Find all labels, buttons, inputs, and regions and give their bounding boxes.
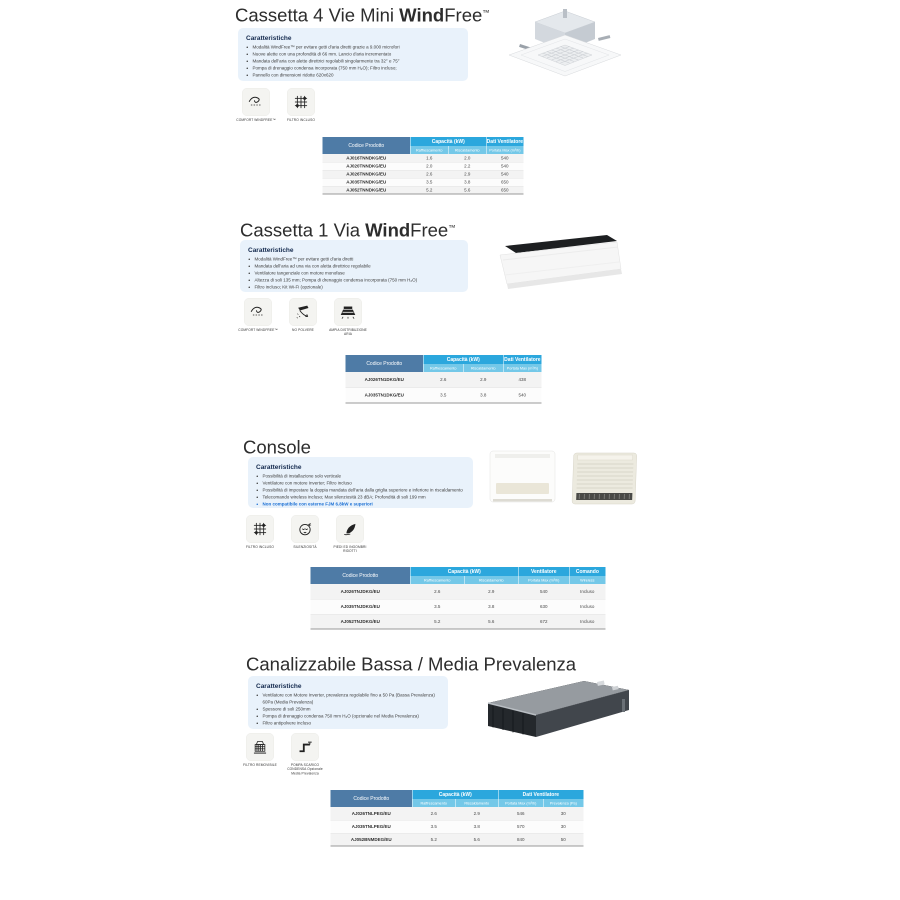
airflow-value: 540 [518, 584, 569, 599]
icon-label: NO POLVERE [292, 328, 314, 332]
feature-item: • Pompa di drenaggio condensa 750 mm H₂O (opzionale nel Media Prevalenza) [263, 713, 441, 720]
features-box-4 [248, 676, 448, 729]
heating-value: 2.0 [448, 154, 486, 162]
cooling-value: 5.2 [410, 186, 448, 194]
icon-label: FILTRO REMOVIBILE [243, 763, 277, 767]
product-code: AJ035TNLPEG/EU [330, 820, 412, 833]
cooling-value: 3.5 [410, 599, 464, 614]
table-row [345, 388, 541, 404]
trademark: ™ [482, 8, 490, 17]
feature-item: • Spessore di soli 250mm [263, 706, 441, 713]
icon-label: AMPIA DISTRIBUZIONE ARIA [329, 328, 367, 337]
cooling-value: 3.5 [423, 388, 463, 404]
brand-bold: Wind [365, 220, 411, 241]
title-text: Cassetta 4 Vie Mini [235, 5, 400, 26]
cooling-value: 2.0 [410, 162, 448, 170]
feature-item: • Nuove alette con una profondità di 66 mm. Lancio d'aria incrementato [253, 51, 461, 58]
product-image-cassetta-4-vie [500, 7, 630, 107]
feature-item: • Ventilatore tangenziale con motore monofase [255, 270, 461, 277]
feature-icons-row-2 [237, 298, 369, 337]
airflow-value: 630 [518, 599, 569, 614]
product-code: AJ035TNJDKG/EU [310, 599, 410, 614]
product-code: AJ052BNMDEG/EU [330, 833, 412, 846]
heating-value: 2.2 [448, 162, 486, 170]
title-text: Cassetta 1 Via [240, 220, 366, 241]
product-image-canalizzabile [478, 670, 643, 745]
silenziosita-icon [291, 515, 319, 543]
table-row [310, 584, 605, 599]
feature-icon-tile [235, 88, 277, 123]
spec-table-console [310, 567, 605, 630]
product-code: AJ026TNLPEG/EU [330, 807, 412, 820]
col-group-fan: Ventilatore [518, 567, 569, 576]
spec-table-canalizzabile [330, 790, 583, 847]
cooling-value: 2.6 [423, 372, 463, 388]
airflow-value: 840 [498, 833, 543, 846]
feature-icon-tile [237, 298, 279, 337]
features-box-1 [238, 28, 468, 81]
col-header-heating: Riscaldamento [448, 146, 486, 154]
feature-item: • Modalità WindFree™ per evitare getti d'aria diretti grazie a 9.000 microfori [253, 44, 461, 51]
feature-item: • Ventilatore con Motore Inverter, prevalenza regolabile fino a 50 Pa (Bassa Prevalenza) 60Pa (Media Prevalenza) [263, 692, 441, 706]
title-text: Console [243, 437, 311, 458]
col-group-control: Comando [569, 567, 605, 576]
table-row [310, 599, 605, 614]
feature-item: • Possibilità di impostare la doppia mandata dell'aria dalla griglia superiore e inferiore in riscaldamento [263, 487, 466, 494]
airflow-value: 540 [486, 162, 523, 170]
pressure-value: 50 [543, 833, 583, 846]
airflow-value: 438 [503, 372, 541, 388]
product-code: AJ052TNJDKG/EU [310, 614, 410, 629]
features-heading: Caratteristiche [256, 463, 302, 471]
feature-item: • Pompa di drenaggio condensa incorporata (750 mm H₂O); Filtro incluso; [253, 65, 461, 72]
feature-item: • Altezza di soli 135 mm; Pompa di drenaggio condensa incorporata (750 mm H₂O) [255, 277, 461, 284]
col-group-fan: Dati Ventilatore [504, 356, 541, 363]
col-group-fan: Dati Ventilatore [486, 138, 524, 145]
table-row [322, 186, 523, 194]
table-row [322, 178, 523, 186]
col-header-cooling: Raffrescamento [412, 799, 455, 807]
col-header-code: Codice Prodotto [322, 137, 410, 154]
filtro-incluso-icon [246, 515, 274, 543]
piedi-ingombri-ridotti-icon [336, 515, 364, 543]
features-box-2 [240, 240, 468, 292]
spec-table-cassetta-1-via [345, 355, 541, 404]
section-title-console [243, 437, 311, 458]
heating-value: 5.6 [464, 614, 518, 629]
heating-value: 3.8 [464, 599, 518, 614]
heating-value: 3.8 [448, 178, 486, 186]
col-group-capacity: Capacità (kW) [423, 355, 503, 364]
product-image-cassetta-1-via [485, 231, 635, 321]
col-group-fan: Dati Ventilatore [498, 790, 583, 799]
trademark: ™ [448, 223, 456, 232]
ampia-distribuzione-aria-icon [334, 298, 362, 326]
cooling-value: 5.2 [410, 614, 464, 629]
col-group-capacity: Capacità (kW) [412, 790, 498, 799]
product-code: AJ035TNNDKG/EU [322, 178, 410, 186]
filtro-incluso-icon [287, 88, 315, 116]
feature-icons-row-3 [239, 515, 371, 554]
pressure-value: 30 [543, 807, 583, 820]
col-group-capacity: Capacità (kW) [410, 137, 486, 146]
cooling-value: 2.6 [410, 170, 448, 178]
col-header-cooling: Raffrescamento [410, 146, 448, 154]
col-header-code: Codice Prodotto [345, 355, 423, 372]
feature-icon-tile [239, 733, 281, 776]
product-code: AJ020TNNDKG/EU [322, 162, 410, 170]
product-code: AJ052TNNDKG/EU [322, 186, 410, 194]
feature-item: • Mandata dell'aria ad una via con aletta direttrice regolabile [255, 263, 461, 270]
airflow-value: 650 [486, 178, 523, 186]
feature-icons-row-1 [235, 88, 322, 123]
airflow-value: 650 [486, 186, 523, 194]
heating-value: 2.9 [455, 807, 498, 820]
brand-rest: Free [444, 5, 483, 26]
comfort-windfree-icon [244, 298, 272, 326]
product-code: AJ026TN1DKG/EU [345, 372, 423, 388]
col-header-cooling: Raffrescamento [423, 364, 463, 372]
feature-icon-tile [284, 515, 326, 554]
airflow-value: 546 [498, 807, 543, 820]
airflow-value: 540 [486, 154, 523, 162]
feature-icon-tile [282, 298, 324, 337]
col-header-code: Codice Prodotto [310, 567, 410, 584]
icon-label: SILENZIOSITÀ [293, 545, 317, 549]
col-header-cooling: Raffrescamento [410, 576, 464, 584]
icon-label: COMFORT WINDFREE™ [238, 328, 278, 332]
col-header-airflow: Portata Max (m³/h) [503, 364, 541, 372]
features-heading: Caratteristiche [246, 34, 292, 42]
brand-bold: Wind [399, 5, 445, 26]
spec-table-cassetta-4-vie [322, 137, 523, 195]
icon-label: POMPA SCARICO CONDENSA Opzionale Media Prevalenza [287, 763, 323, 776]
features-heading: Caratteristiche [248, 246, 294, 254]
cooling-value: 2.6 [412, 807, 455, 820]
col-header-airflow: Portata Max (m³/h) [486, 146, 523, 154]
control-value: Incluso [569, 599, 605, 614]
heating-value: 3.8 [463, 388, 503, 404]
cooling-value: 5.2 [412, 833, 455, 846]
icon-label: COMFORT WINDFREE™ [236, 118, 276, 122]
heating-value: 5.6 [448, 186, 486, 194]
feature-icon-tile [239, 515, 281, 554]
section-title-cassetta-4-vie [235, 5, 490, 26]
feature-icon-tile [327, 298, 369, 337]
table-row [330, 820, 583, 833]
feature-icons-row-4 [239, 733, 326, 776]
col-header-airflow: Portata Max (m³/h) [498, 799, 543, 807]
feature-item: • Possibilità di installazione solo verticale [263, 473, 466, 480]
feature-item: • Pannello con dimensioni ridotte 620x620 [253, 72, 461, 79]
table-row [310, 614, 605, 629]
feature-icon-tile [284, 733, 326, 776]
col-header-heating: Riscaldamento [463, 364, 503, 372]
airflow-value: 540 [486, 170, 523, 178]
heating-value: 2.9 [448, 170, 486, 178]
table-row [322, 154, 523, 162]
product-code: AJ026TNJDKG/EU [310, 584, 410, 599]
col-header-airflow: Portata Max (m³/h) [518, 576, 569, 584]
table-row [322, 170, 523, 178]
cooling-value: 3.5 [410, 178, 448, 186]
cooling-value: 2.6 [410, 584, 464, 599]
table-row [330, 807, 583, 820]
brand-rest: Free [410, 220, 449, 241]
feature-icon-tile [329, 515, 371, 554]
product-code: AJ026TNNDKG/EU [322, 170, 410, 178]
heating-value: 2.9 [463, 372, 503, 388]
heating-value: 5.6 [455, 833, 498, 846]
col-header-wireless: Wireless [569, 576, 605, 584]
airflow-value: 570 [498, 820, 543, 833]
table-row [345, 372, 541, 388]
feature-note: • Non compatibile con esterne FJM 6.8kW e superiori [263, 501, 466, 508]
feature-item: • Filtro incluso; Kit Wi-Fi (opzionale) [255, 284, 461, 291]
pompa-scarico-condensa-icon [291, 733, 319, 761]
table-row [322, 162, 523, 170]
cooling-value: 1.6 [410, 154, 448, 162]
table-row [330, 833, 583, 846]
features-heading: Caratteristiche [256, 682, 302, 690]
col-group-capacity: Capacità (kW) [410, 567, 518, 576]
no-polvere-icon [289, 298, 317, 326]
airflow-value: 540 [503, 388, 541, 404]
control-value: Incluso [569, 614, 605, 629]
feature-item: • Filtro antipolvere incluso [263, 720, 441, 727]
section-title-cassetta-1-via [240, 220, 456, 241]
heating-value: 3.8 [455, 820, 498, 833]
col-header-pressure: Prevalenza (Pa) [543, 799, 583, 807]
product-image-console [483, 447, 643, 512]
heating-value: 2.9 [464, 584, 518, 599]
col-header-heating: Riscaldamento [464, 576, 518, 584]
feature-icon-tile [280, 88, 322, 123]
airflow-value: 672 [518, 614, 569, 629]
col-header-code: Codice Prodotto [330, 790, 412, 807]
feature-item: • Modalità WindFree™ per evitare getti d'aria diretti [255, 256, 461, 263]
feature-item: • Mandata dell'aria con alette direttrici regolabili singolarmente tra 32° e 75° [253, 58, 461, 65]
filtro-removibile-icon [246, 733, 274, 761]
comfort-windfree-icon [242, 88, 270, 116]
pressure-value: 30 [543, 820, 583, 833]
icon-label: FILTRO INCLUSO [286, 118, 316, 122]
feature-item: • Ventilatore con motore Inverter; Filtro incluso [263, 480, 466, 487]
icon-label: PIEDI ED INGOMBRI RIDOTTI [333, 545, 367, 554]
control-value: Incluso [569, 584, 605, 599]
features-box-3 [248, 457, 473, 508]
cooling-value: 3.5 [412, 820, 455, 833]
feature-item: • Telecomando wireless incluso; Max silenziosità 23 dBA; Profondità di soli 199 mm [263, 494, 466, 501]
product-code: AJ016TNNDKG/EU [322, 154, 410, 162]
col-header-heating: Riscaldamento [455, 799, 498, 807]
icon-label: FILTRO INCLUSO [245, 545, 275, 549]
product-code: AJ035TN1DKG/EU [345, 388, 423, 404]
title-text: Canalizzabile Bassa / Media Prevalenza [246, 654, 577, 675]
